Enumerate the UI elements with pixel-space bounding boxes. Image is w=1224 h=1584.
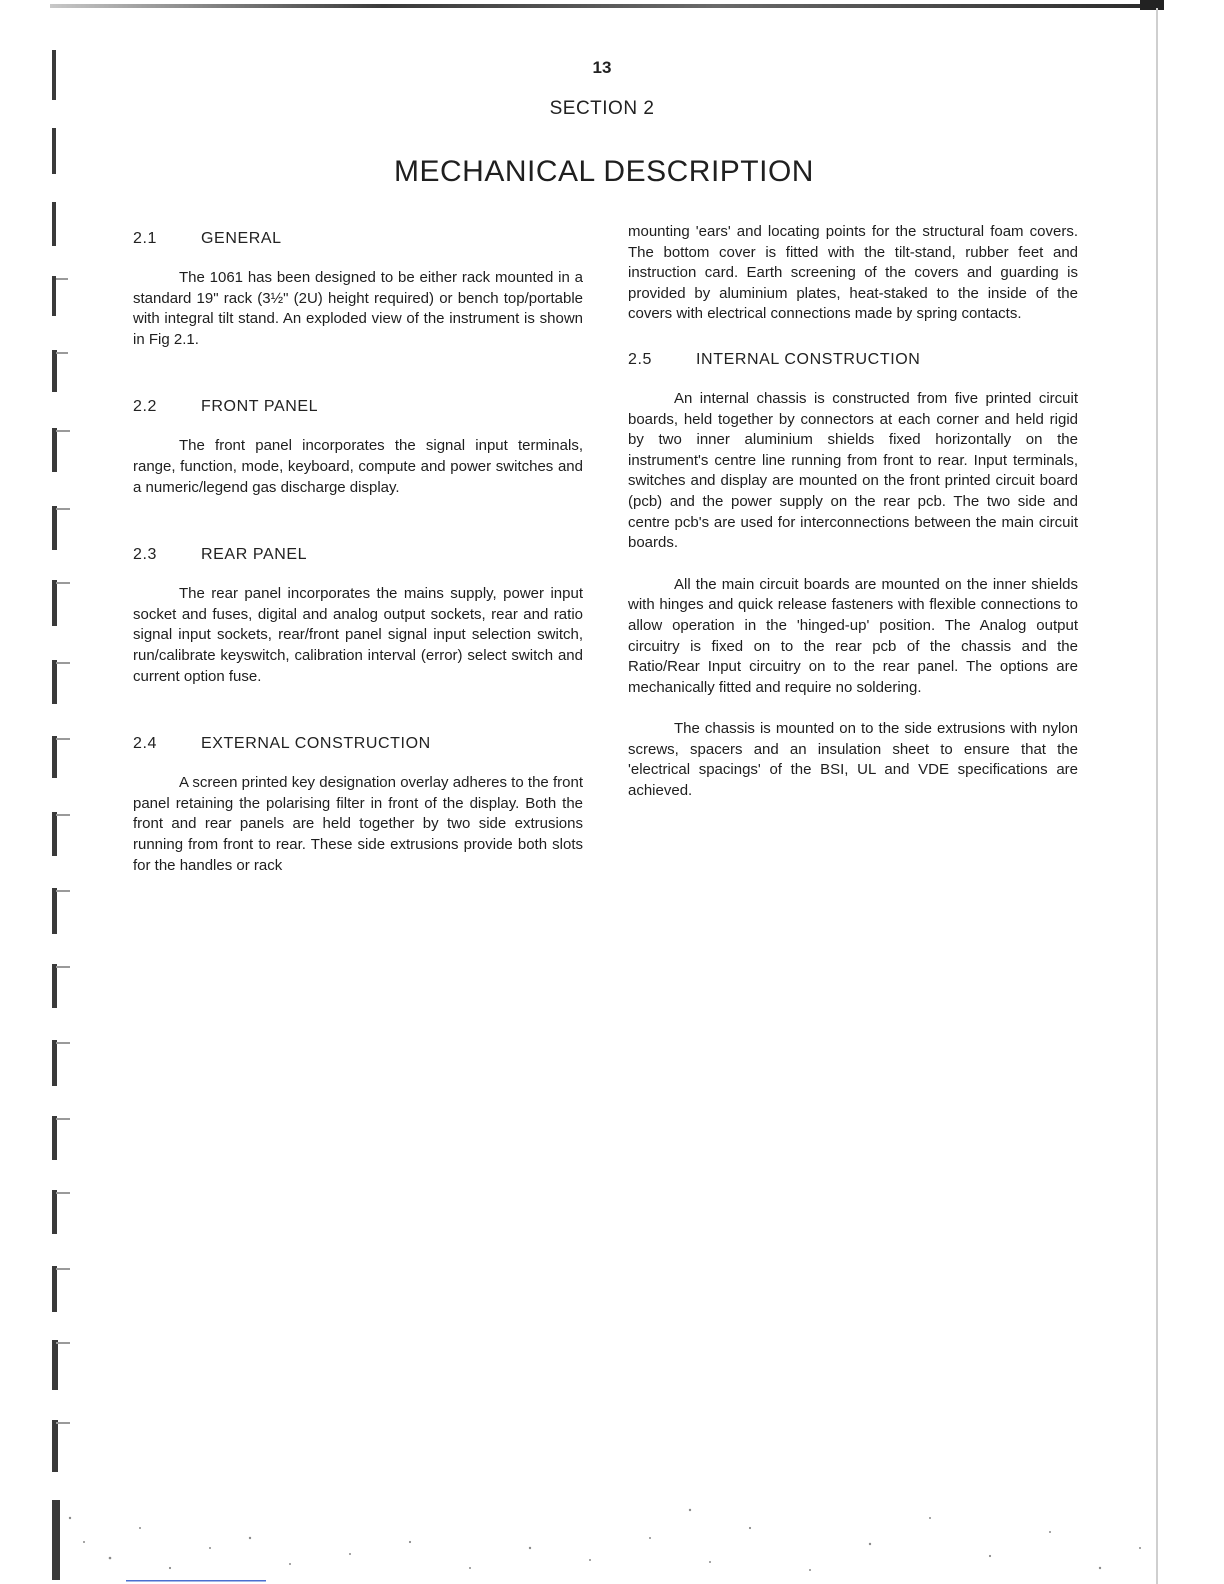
- paragraph: All the main circuit boards are mounted on the inner shields with hinges and quick release fasteners with flexible connections to allow operation in the 'hinged-up' position. The Analog output circuitry is fixed on to the rear pcb of the chassis and the Ratio/Rear Input circuitry on to the rear panel. The options are mechanically fitted and require no soldering.: [628, 575, 1078, 696]
- section-title: REAR PANEL: [201, 546, 308, 564]
- section-heading-2-2: [133, 396, 583, 418]
- section-heading-2-5: [628, 349, 1078, 371]
- page-number: 13: [592, 58, 612, 77]
- paragraph: The chassis is mounted on to the side extrusions with nylon screws, spacers and an insulation sheet to ensure that the 'electrical spacings' of the BSI, UL and VDE specifications are achieved.: [628, 720, 1078, 800]
- section-heading-2-4: [133, 733, 583, 755]
- section-label: SECTION 2: [549, 98, 655, 119]
- paragraph-continued: mounting 'ears' and locating points for the structural foam covers. The bottom cover is fitted with the tilt-stand, rubber feet and instruction card. Earth screening of the covers and guarding is provided by aluminium plates, heat-staked to the inside of the covers with electrical connections made by spring contacts.: [628, 223, 1078, 323]
- section-number: 2.1: [133, 230, 158, 247]
- section-title: GENERAL: [201, 230, 282, 247]
- section-number: 2.4: [133, 735, 158, 753]
- right-edge-rule: [1156, 8, 1158, 1584]
- right-column: [628, 222, 1078, 802]
- corner-mark: [1140, 0, 1164, 10]
- bottom-scan-noise: [50, 1498, 1160, 1584]
- binding-edge-marks: [50, 40, 76, 1584]
- paragraph: The rear panel incorporates the mains supply, power input socket and fuses, digital and analog output sockets, rear and ratio signal input sockets, rear/front panel signal input selection switch, run/calibrate keyswitch, calibration interval (error) select switch and current option fuse.: [133, 585, 583, 685]
- section-heading-2-3: [133, 544, 583, 566]
- section-heading-2-1: [133, 228, 583, 250]
- section-number: 2.5: [628, 350, 653, 368]
- paragraph: A screen printed key designation overlay adheres to the front panel retaining the polarising filter in front of the display. Both the front and rear panels are held together by two side extrusions running from front to rear. These side extrusions provide both slots for the handles or rack: [133, 774, 583, 874]
- section-number: 2.3: [133, 546, 158, 564]
- scan-noise-dots: [50, 1498, 1160, 1584]
- paragraph: An internal chassis is constructed from five printed circuit boards, held together by connectors at each corner and held rigid by two inner aluminium shields fixed horizontally on the instrument's centre line running from front to rear. Input terminals, switches and display are mounted on the front printed circuit board (pcb) and the power supply on the rear pcb. The two side and centre pcb's are used for interconnections between the main circuit boards.: [628, 389, 1078, 552]
- binding-edge: [50, 40, 76, 1584]
- page-title: MECHANICAL DESCRIPTION: [394, 155, 814, 188]
- section-title: FRONT PANEL: [201, 398, 319, 416]
- paragraph: The front panel incorporates the signal input terminals, range, function, mode, keyboard, compute and power switches and a numeric/legend gas discharge display.: [133, 437, 583, 496]
- section-number: 2.2: [133, 398, 158, 416]
- top-edge-rule: [50, 4, 1160, 8]
- left-column: [133, 228, 583, 876]
- section-title: INTERNAL CONSTRUCTION: [696, 350, 921, 368]
- paragraph: The 1061 has been designed to be either rack mounted in a standard 19" rack (3½" (2U) height required) or bench top/portable with integral tilt stand. An exploded view of the instrument is shown in Fig 2.1.: [133, 269, 583, 348]
- section-title: EXTERNAL CONSTRUCTION: [201, 735, 431, 753]
